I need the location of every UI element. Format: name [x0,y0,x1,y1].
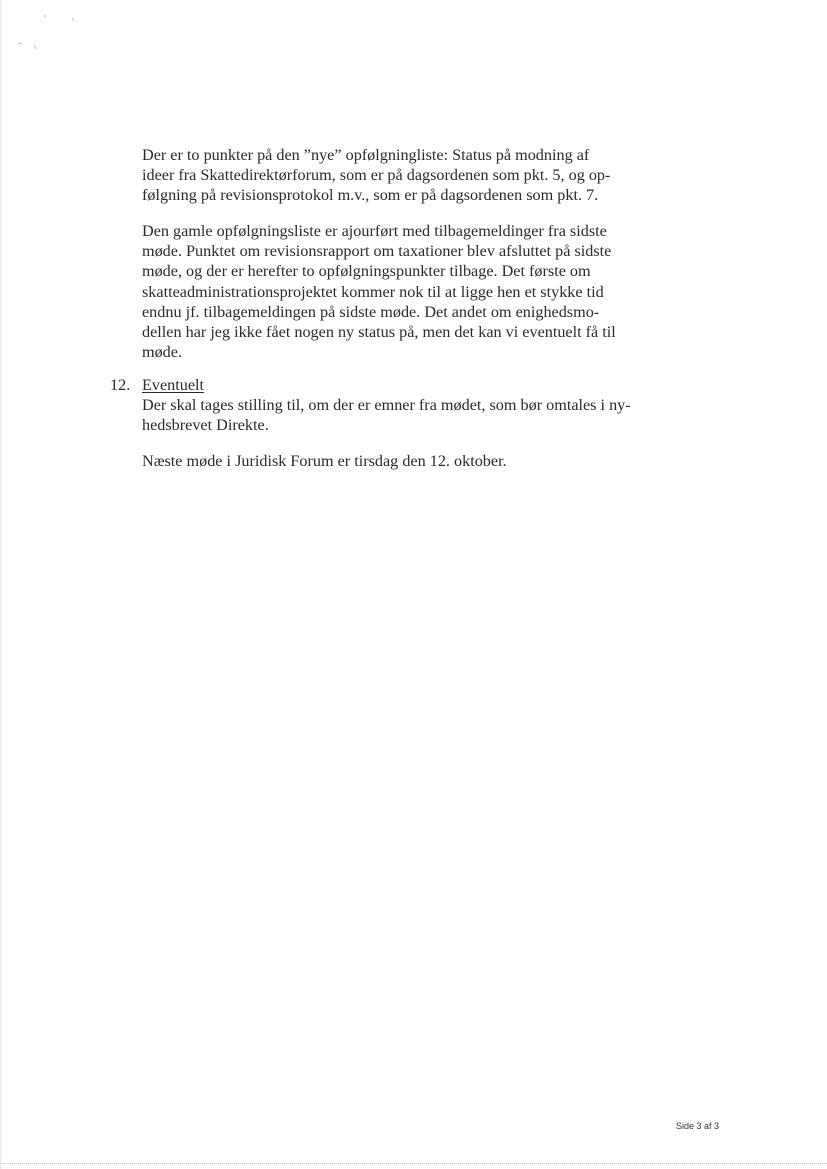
paragraph-followup-new: Der er to punkter på den ”nye” opfølgningliste: Status på modning af ideer fra Skattedirektørforum, som er på dagsordenen som pkt. 5, og op- følgning på revisionsprotokol m.v., som er på dagsordenen som pkt. 7. [142,146,611,205]
next-meeting-note: Næste møde i Juridisk Forum er tirsdag den 12. oktober. [142,452,507,470]
paragraph-followup-old: Den gamle opfølgningsliste er ajourført med tilbagemeldinger fra sidste møde. Punktet om revisionsrapport om taxationer blev afsluttet på sidste møde, og der er herefter to opfølgningspunkter tilbage. Det første om skatteadministrationsprojektet kommer nok til at ligge hen et stykke tid endnu jf. tilbagemeldingen på sidste møde. Det andet om enighedsmo- dellen har jeg ikke fået nogen ny status på, men det kan vi eventuelt få til møde. [142,222,616,362]
scan-specks [14,10,84,60]
scan-bottom-edge [0,1163,827,1165]
scan-edge-shadow [0,0,2,1169]
agenda-item-title: Eventuelt [142,376,205,394]
agenda-item-number: 12. [110,376,131,394]
page-number: Side 3 af 3 [675,1121,719,1131]
agenda-item-body: Der skal tages stilling til, om der er emner fra mødet, som bør omtales i ny- hedsbrevet Direkte. [142,396,631,435]
